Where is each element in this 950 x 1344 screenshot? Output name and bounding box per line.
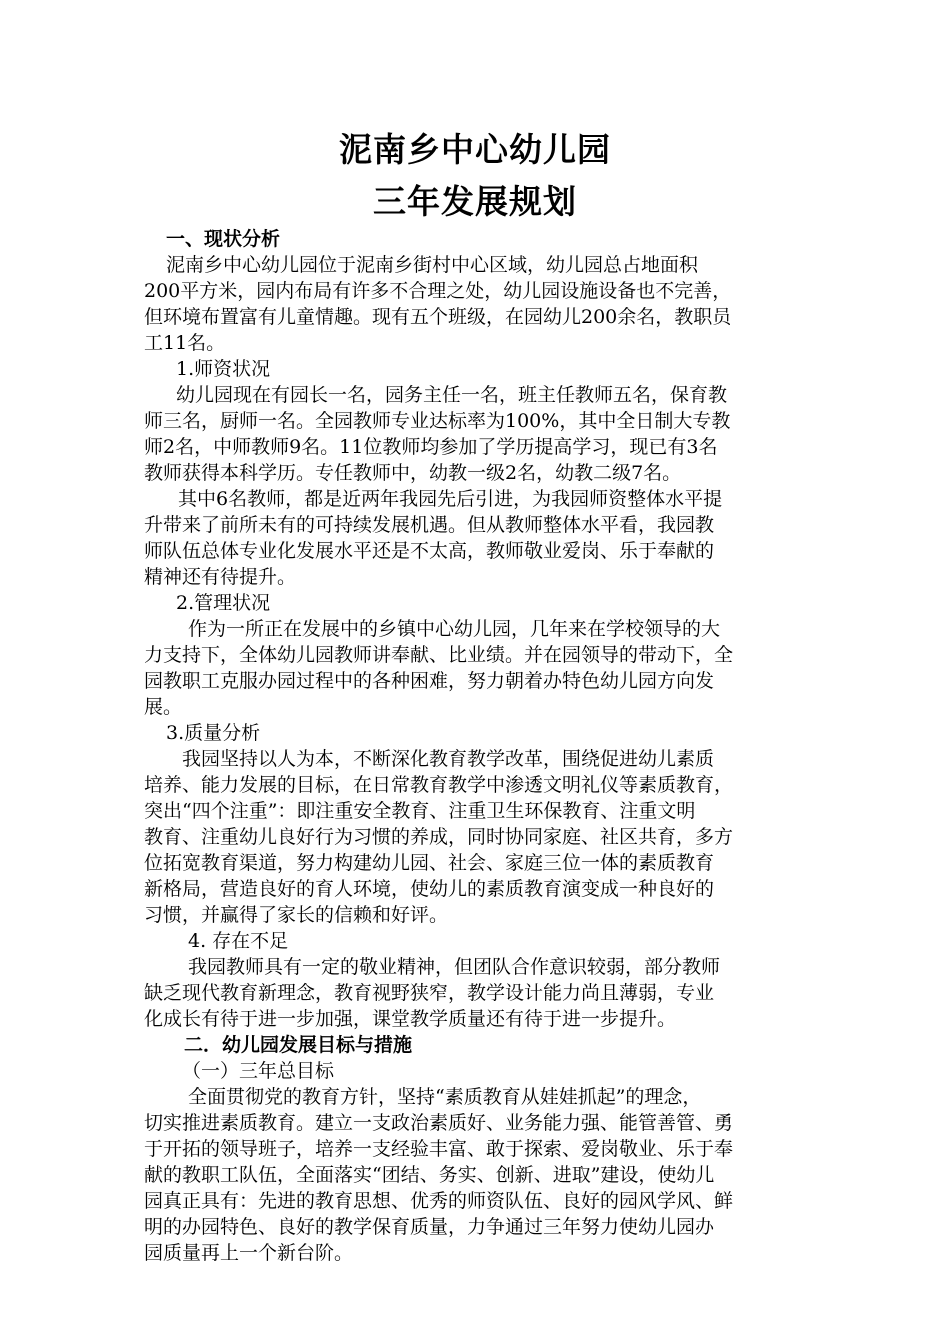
subsection-heading: （一）三年总目标	[182, 1060, 335, 1082]
paragraph-line: 园教职工克服办园过程中的各种困难，努力朝着办特色幼儿园方向发	[144, 670, 715, 692]
paragraph-line: 位拓宽教育渠道，努力构建幼儿园、社会、家庭三位一体的素质教育	[144, 852, 715, 874]
paragraph-line: 升带来了前所未有的可持续发展机遇。但从教师整体水平看，我园教	[144, 514, 715, 536]
paragraph-line: 泥南乡中心幼儿园位于泥南乡街村中心区域，幼儿园总占地面积	[166, 254, 699, 276]
paragraph-line: 培养、能力发展的目标，在日常教育教学中渗透文明礼仪等素质教育，	[144, 774, 734, 796]
paragraph-line: 明的办园特色、良好的教学保育质量，力争通过三年努力使幼儿园办	[144, 1216, 715, 1238]
paragraph-line: 教师获得本科学历。专任教师中，幼教一级2名，幼教二级7名。	[144, 462, 682, 484]
paragraph-line: 全面贯彻党的教育方针，坚持“素质教育从娃娃抓起”的理念，	[188, 1086, 702, 1108]
document-body	[144, 226, 810, 1266]
paragraph-line: 于开拓的领导班子，培养一支经验丰富、敢于探索、爱岗敬业、乐于奉	[144, 1138, 734, 1160]
paragraph-line: 幼儿园现在有园长一名，园务主任一名，班主任教师五名，保育教	[176, 384, 728, 406]
paragraph-line: 其中6名教师，都是近两年我园先后引进，为我园师资整体水平提	[178, 488, 723, 510]
paragraph-line: 师队伍总体专业化发展水平还是不太高，教师敬业爱岗、乐于奉献的	[144, 540, 715, 562]
paragraph-line: 突出“四个注重”：即注重安全教育、注重卫生环保教育、注重文明	[144, 800, 696, 822]
section-heading: 二．幼儿园发展目标与措施	[184, 1034, 413, 1056]
subsection-heading: 1.师资状况	[176, 358, 271, 380]
document-title-line2: 三年发展规划	[373, 182, 577, 221]
paragraph-line: 园真正具有：先进的教育思想、优秀的师资队伍、良好的园风学风、鲜	[144, 1190, 734, 1212]
paragraph-line: 力支持下，全体幼儿园教师讲奉献、比业绩。并在园领导的带动下，全	[144, 644, 734, 666]
paragraph-line: 习惯，并赢得了家长的信赖和好评。	[144, 904, 449, 926]
paragraph-line: 作为一所正在发展中的乡镇中心幼儿园，几年来在学校领导的大	[188, 618, 721, 640]
paragraph-line: 我园坚持以人为本，不断深化教育教学改革，围绕促进幼儿素质	[182, 748, 715, 770]
paragraph-line: 缺乏现代教育新理念，教育视野狭窄，教学设计能力尚且薄弱，专业	[144, 982, 715, 1004]
paragraph-line: 切实推进素质教育。建立一支政治素质好、业务能力强、能管善管、勇	[144, 1112, 734, 1134]
subsection-heading: 3.质量分析	[166, 722, 261, 744]
subsection-heading: 2.管理状况	[176, 592, 271, 614]
paragraph-line: 园质量再上一个新台阶。	[144, 1242, 354, 1264]
paragraph-line: 化成长有待于进一步加强，课堂教学质量还有待于进一步提升。	[144, 1008, 677, 1030]
paragraph-line: 精神还有待提升。	[144, 566, 297, 588]
paragraph-line: 教育、注重幼儿良好行为习惯的养成，同时协同家庭、社区共育，多方	[144, 826, 734, 848]
paragraph-line: 师三名，厨师一名。全园教师专业达标率为100%，其中全日制大专教	[144, 410, 731, 432]
paragraph-line: 献的教职工队伍，全面落实“团结、务实、创新、进取”建设，使幼儿	[144, 1164, 715, 1186]
document-title-line1: 泥南乡中心幼儿园	[339, 130, 611, 169]
paragraph-line: 我园教师具有一定的敬业精神，但团队合作意识较弱，部分教师	[188, 956, 721, 978]
paragraph-line: 但环境布置富有儿童情趣。现有五个班级，在园幼儿200余名，教职员	[144, 306, 732, 328]
paragraph-line: 工11名。	[144, 332, 226, 354]
paragraph-line: 师2名，中师教师9名。11位教师均参加了学历提高学习，现已有3名	[144, 436, 718, 458]
section-heading: 一、现状分析	[166, 228, 281, 250]
paragraph-line: 展。	[144, 696, 183, 718]
subsection-heading: 4. 存在不足	[188, 930, 289, 952]
paragraph-line: 新格局，营造良好的育人环境，使幼儿的素质教育演变成一种良好的	[144, 878, 715, 900]
paragraph-line: 200平方米，园内布局有许多不合理之处，幼儿园设施设备也不完善，	[144, 280, 732, 302]
